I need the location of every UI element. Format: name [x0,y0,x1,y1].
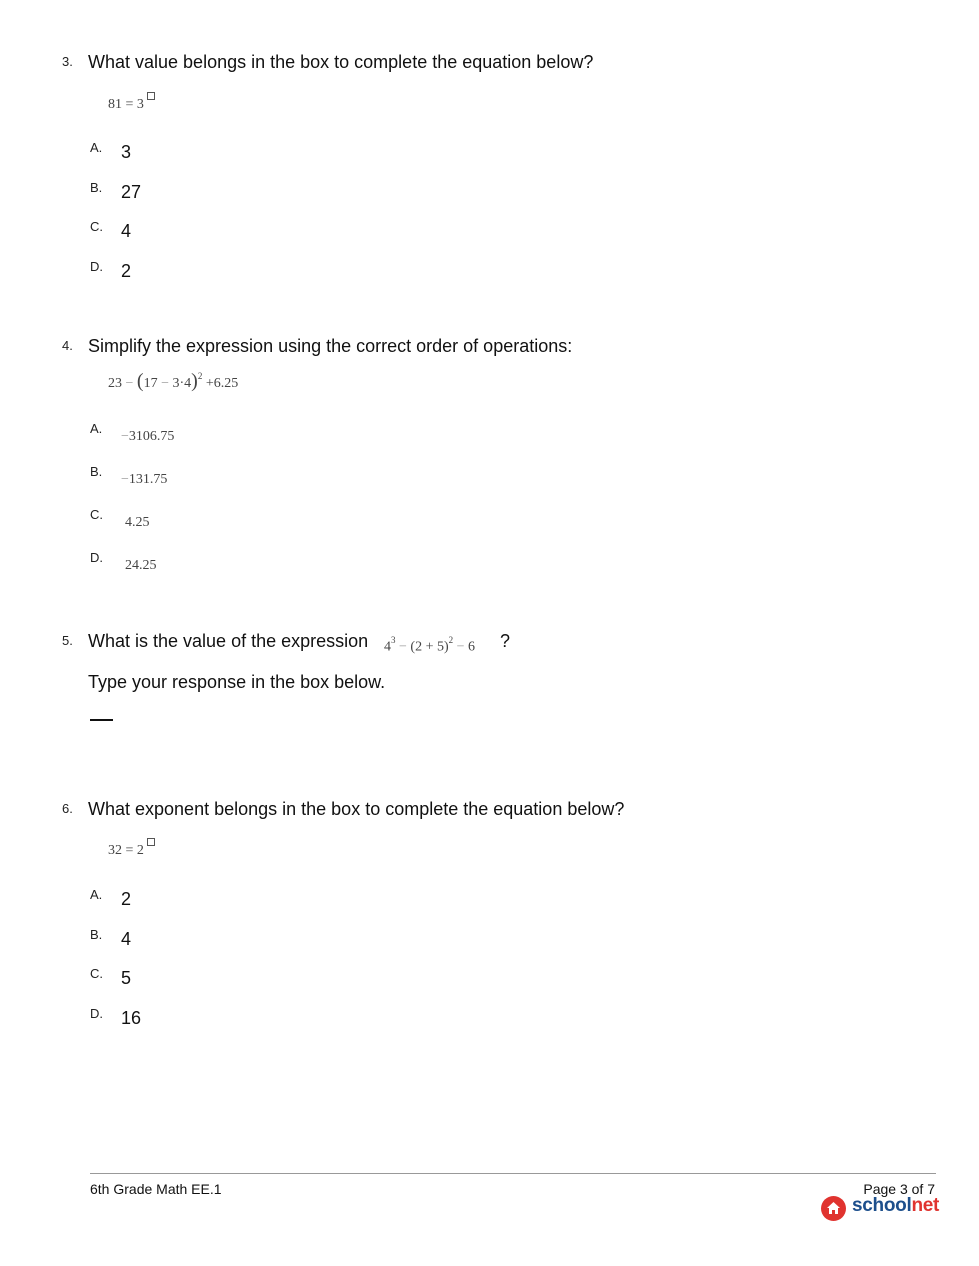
option-value: 4 [121,929,132,949]
option-letter: B. [90,180,103,195]
minus-sign: − [399,639,407,655]
expression [108,370,238,393]
footer-title: 6th Grade Math EE.1 [90,1181,222,1197]
logo-net-text: net [911,1195,940,1216]
option-letter: A. [90,140,103,155]
exponent-box [147,92,155,100]
option-letter: C. [90,219,103,234]
option-c[interactable] [90,219,490,243]
option-letter: B. [90,464,103,479]
exponent: 2 [448,635,454,645]
equation [108,97,155,113]
option-letter: B. [90,927,103,942]
option-value: 2 [121,261,132,281]
option-number: 3106.75 [128,429,175,444]
page-indicator: Page 3 of 7 [863,1181,935,1197]
option-c[interactable] [90,966,490,990]
equation-base: 2 [136,843,144,858]
option-d[interactable] [90,259,490,283]
plus-sign: + [205,376,214,391]
option-a[interactable] [90,140,490,164]
option-letter: C. [90,507,103,522]
option-value: 5 [121,968,132,988]
option-b[interactable] [90,180,490,204]
question-number: 5. [62,633,73,648]
question-text: What value belongs in the box to complete the equation below? [88,52,594,72]
instruction-text: Type your response in the box below. [88,672,386,692]
logo-school-text: school [852,1195,912,1216]
question-text: What is the value of the expression [88,631,369,651]
question-text: Simplify the expression using the correct order of operations: [88,336,573,356]
expr-term: 17 [143,376,158,391]
expr-group: (2 + 5) [410,639,449,655]
option-letter: A. [90,887,103,902]
option-value: 24.25 [125,558,157,573]
equals-sign: = [125,97,134,112]
response-input[interactable] [90,719,113,721]
minus-sign: − [161,376,169,391]
expr-term: 6.25 [213,376,239,391]
minus-sign: − [121,429,129,444]
option-letter: A. [90,421,103,436]
option-value [121,472,167,488]
option-a[interactable] [90,421,490,445]
house-glyph [826,1201,841,1216]
question-number: 3. [62,54,73,69]
option-a[interactable] [90,887,490,911]
question-text: What exponent belongs in the box to complete the equation below? [88,799,625,819]
logo-wordmark [852,1195,939,1217]
dot-operator: · [179,376,185,391]
option-value: 27 [121,182,142,202]
option-c[interactable] [90,507,490,531]
house-icon [821,1196,846,1221]
question-mark: ? [500,631,511,651]
minus-sign: − [121,472,129,487]
option-value [121,429,174,445]
option-letter: C. [90,966,103,981]
schoolnet-logo [821,1196,941,1222]
option-b[interactable] [90,464,490,488]
option-d[interactable] [90,1006,490,1030]
equation-base: 3 [136,97,144,112]
expression [384,637,475,656]
equals-sign: = [125,843,134,858]
question-number: 4. [62,338,73,353]
exponent-box [147,838,155,846]
option-number: 131.75 [128,472,168,487]
question-number: 6. [62,801,73,816]
equation [108,843,155,859]
option-value: 4.25 [125,515,150,530]
option-letter: D. [90,550,103,565]
exponent: 3 [391,635,396,645]
exponent: 2 [197,371,203,382]
paren-open: ( [136,370,144,392]
option-value: 3 [121,142,132,162]
expr-term: 4 [184,376,192,391]
equation-left: 32 [108,843,122,858]
minus-sign: − [125,376,134,391]
expr-term: 23 [108,376,122,391]
option-letter: D. [90,1006,103,1021]
equation-left: 81 [108,97,122,112]
option-value: 16 [121,1008,142,1028]
option-b[interactable] [90,927,490,951]
expr-term: 3 [172,376,180,391]
expr-term: 6 [468,639,476,655]
expr-term: 4 [384,639,391,655]
option-d[interactable] [90,550,490,574]
paren-close: ) [191,370,198,392]
option-value: 2 [121,889,132,909]
option-letter: D. [90,259,103,274]
footer-divider [90,1173,936,1174]
minus-sign: − [456,639,465,655]
option-value: 4 [121,221,132,241]
